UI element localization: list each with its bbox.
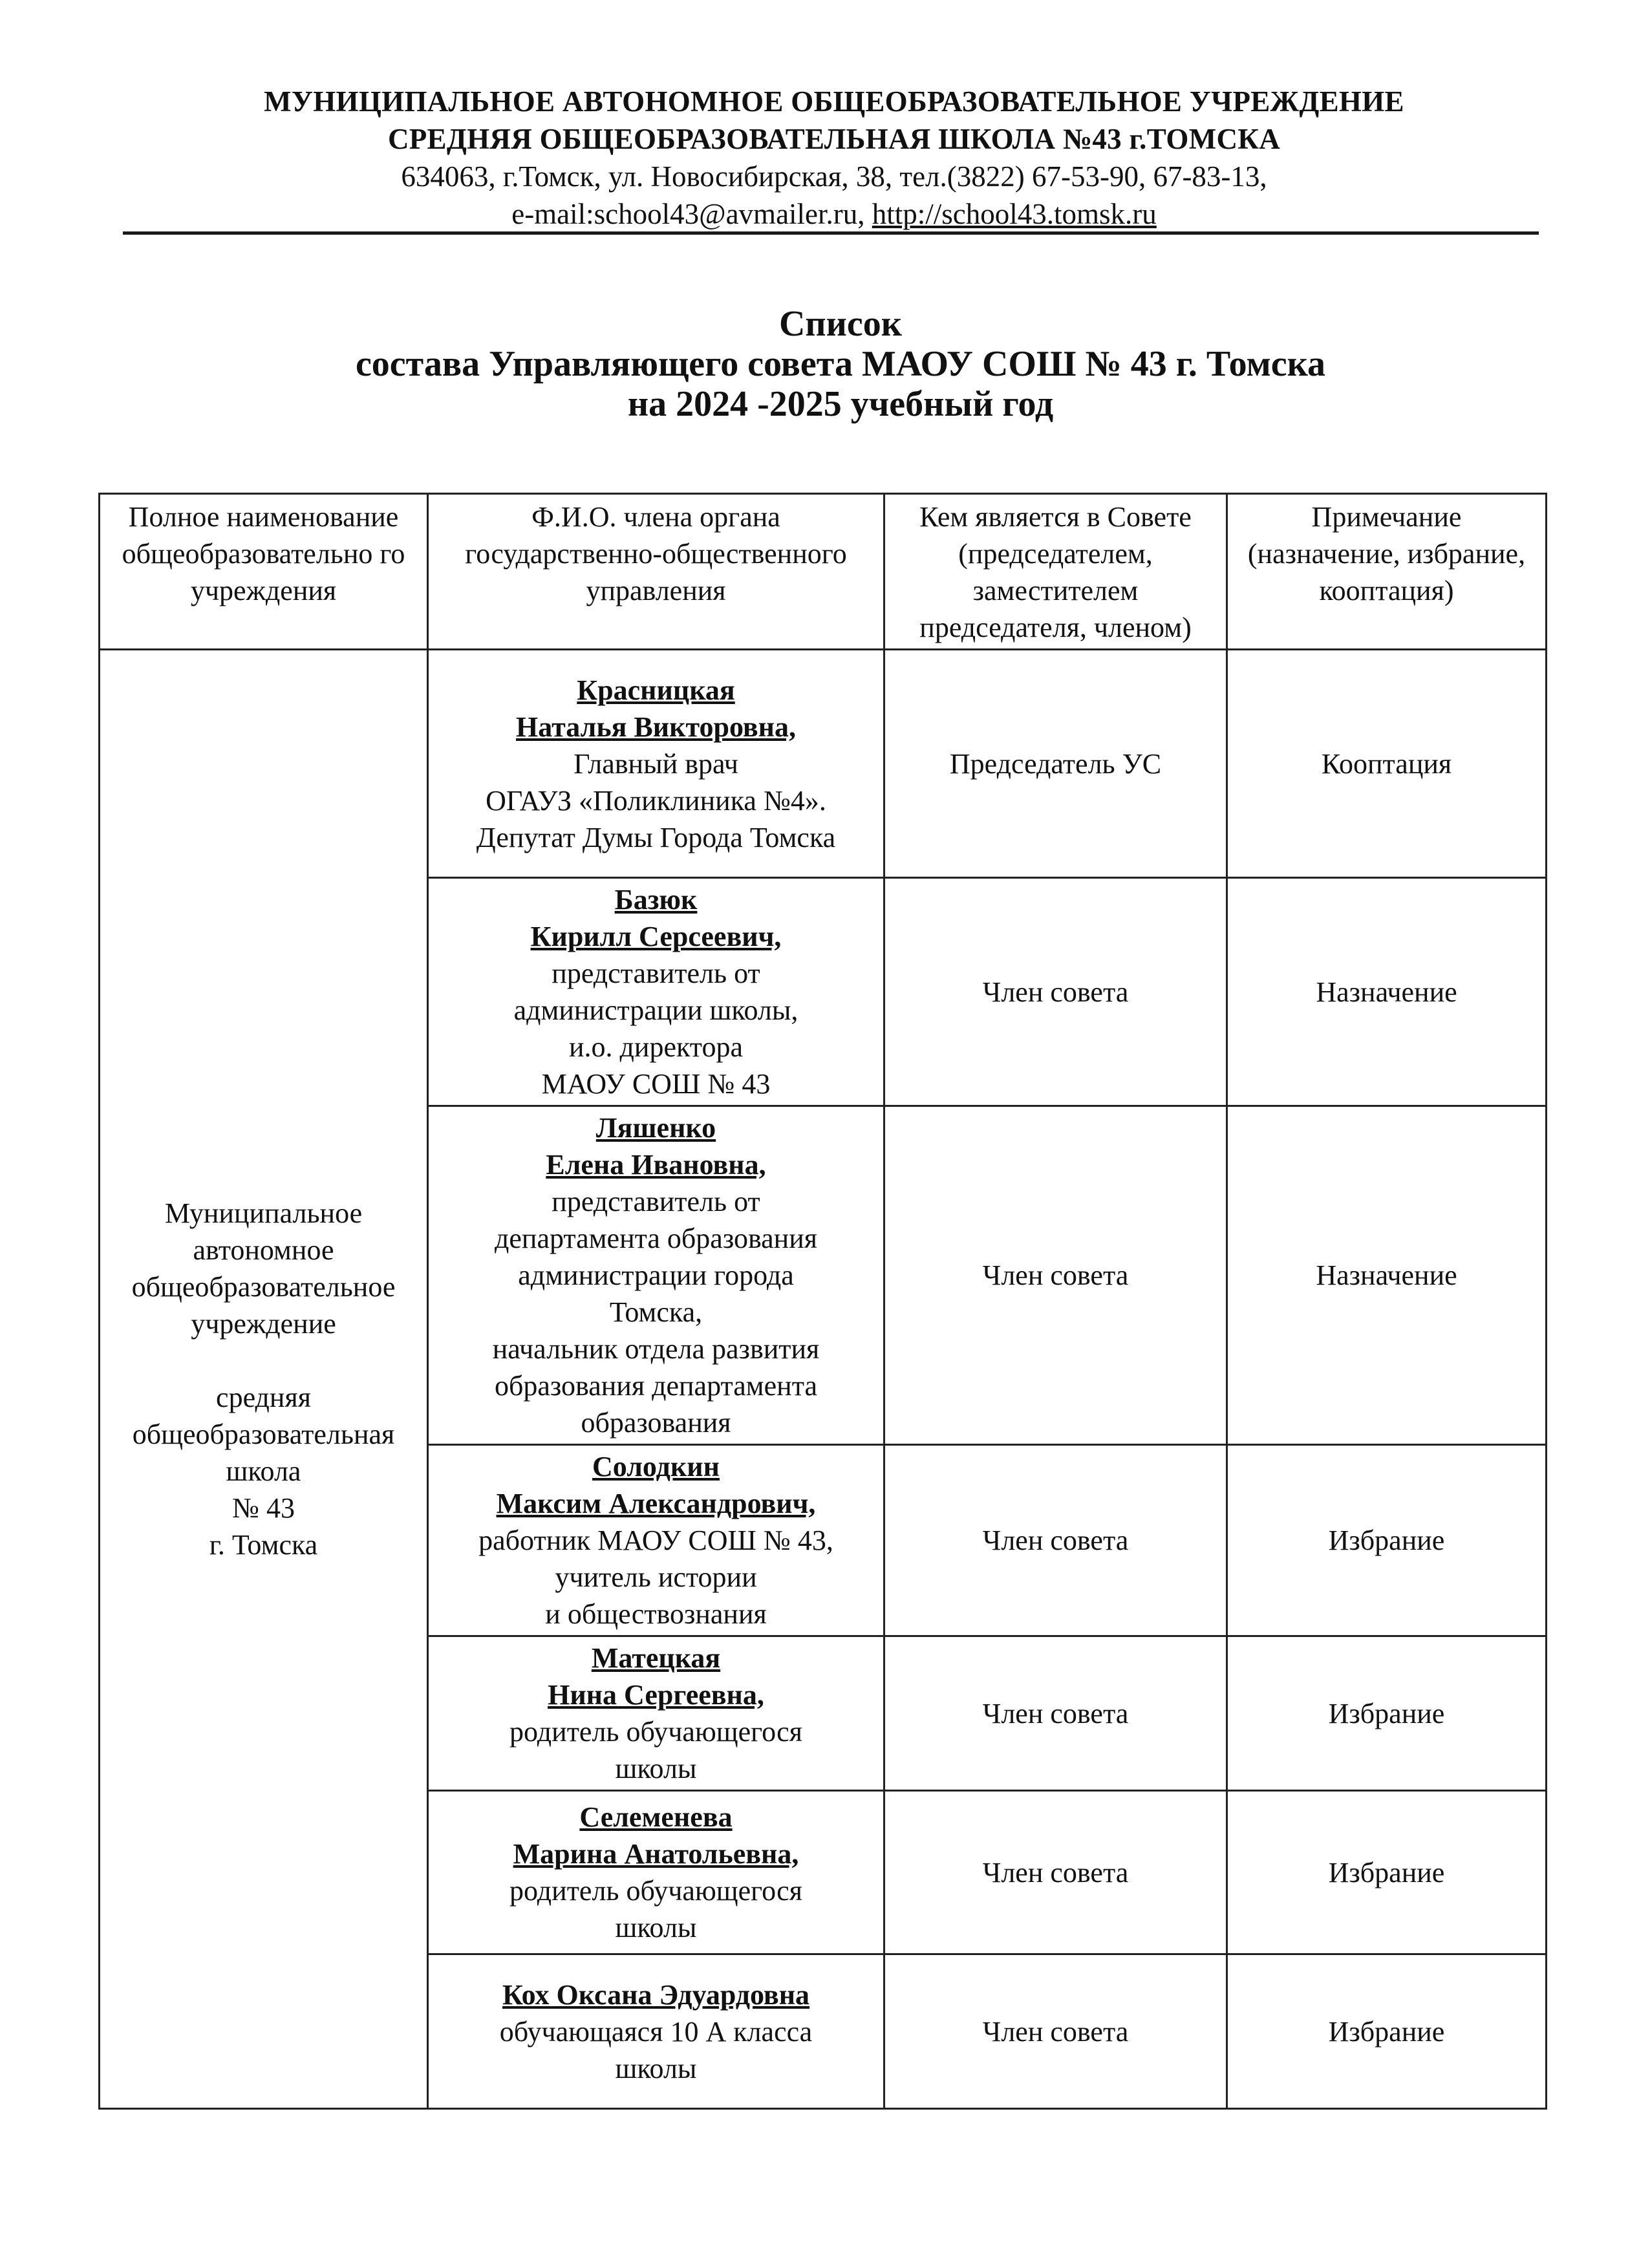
member-role: Член совета	[884, 1636, 1227, 1791]
letterhead-address: 634063, г.Томск, ул. Новосибирская, 38, тел.(3822) 67-53-90, 67-83-13,	[401, 160, 1267, 193]
member-role: Председатель УС	[884, 650, 1227, 878]
member-role: Член совета	[884, 1106, 1227, 1445]
member-note: Избрание	[1227, 1791, 1547, 1954]
member-cell	[428, 1791, 884, 1954]
member-given-name: Нина Сергеевна,	[548, 1679, 764, 1711]
member-note: Избрание	[1227, 1636, 1547, 1791]
header-institution: Полное наименование общеобразовательно го учреждения	[100, 494, 428, 650]
title-line-3: на 2024 -2025 учебный год	[627, 384, 1054, 424]
member-role: Член совета	[884, 1791, 1227, 1954]
member-role: Член совета	[884, 1445, 1227, 1636]
member-full-name: Кох Оксана Эдуардовна	[502, 1978, 810, 2011]
member-cell	[428, 1636, 884, 1791]
table-row	[100, 650, 1547, 878]
member-surname: Селеменева	[579, 1801, 733, 1833]
member-desc-line: школы	[615, 2052, 697, 2084]
table-header-row	[100, 494, 1547, 650]
member-desc-line: и.о. директора	[569, 1031, 743, 1063]
institution-line: учреждение	[191, 1308, 336, 1340]
institution-line: Муниципальное	[164, 1197, 363, 1229]
member-desc-line: департамента образования	[494, 1223, 818, 1254]
letterhead	[123, 83, 1545, 233]
document-title	[162, 304, 1519, 424]
member-given-name: Марина Анатольевна,	[513, 1838, 799, 1870]
institution-line: автономное	[193, 1234, 334, 1266]
letterhead-email: e-mail:school43@avmailer.ru,	[511, 198, 872, 230]
member-desc-line: родитель обучающегося	[509, 1716, 802, 1748]
member-note: Избрание	[1227, 1445, 1547, 1636]
council-members-table	[98, 493, 1547, 2110]
member-note: Назначение	[1227, 878, 1547, 1106]
member-given-name: Кирилл Серсеевич,	[530, 921, 782, 952]
member-desc-line: представитель от	[552, 1186, 760, 1217]
institution-line: общеобразовательное	[131, 1271, 396, 1303]
member-desc-line: школы	[615, 1912, 697, 1943]
member-desc-line: ОГАУЗ «Поликлиника №4».	[486, 784, 826, 817]
letterhead-website-link[interactable]: http://school43.tomsk.ru	[872, 198, 1157, 230]
member-cell	[428, 1445, 884, 1636]
header-council-role: Кем является в Совете (председателем, заместителем председателя, членом)	[884, 494, 1227, 650]
member-desc-line: работник МАОУ СОШ № 43,	[478, 1524, 833, 1556]
member-role: Член совета	[884, 878, 1227, 1106]
letterhead-divider	[123, 231, 1539, 235]
member-given-name: Елена Ивановна,	[546, 1149, 766, 1181]
institution-cell	[100, 650, 428, 2109]
institution-line: г. Томска	[209, 1529, 318, 1561]
member-desc-line: и обществознания	[545, 1598, 767, 1630]
member-cell	[428, 1106, 884, 1445]
institution-line: общеобразовательная	[132, 1418, 395, 1450]
member-desc-line: представитель от	[552, 957, 760, 989]
member-cell	[428, 1954, 884, 2109]
member-surname: Солодкин	[592, 1451, 720, 1482]
member-surname: Ляшенко	[595, 1112, 716, 1144]
member-desc-line: администрации города	[518, 1259, 794, 1291]
institution-line: средняя	[216, 1382, 311, 1413]
letterhead-org-name: МУНИЦИПАЛЬНОЕ АВТОНОМНОЕ ОБЩЕОБРАЗОВАТЕЛЬНОЕ УЧРЕЖДЕНИЕ	[264, 85, 1404, 118]
member-role: Член совета	[884, 1954, 1227, 2109]
title-line-1: Список	[778, 304, 903, 344]
header-member-name: Ф.И.О. члена органа государственно-общественного управления	[428, 494, 884, 650]
member-desc-line: обучающаяся 10 А класса	[499, 2015, 813, 2048]
member-surname: Красницкая	[577, 674, 735, 706]
member-cell	[428, 650, 884, 878]
member-note: Избрание	[1227, 1954, 1547, 2109]
member-desc-line: Депутат Думы Города Томска	[476, 821, 836, 853]
member-desc-line: администрации школы,	[513, 994, 798, 1026]
member-desc-line: начальник отдела развития	[492, 1333, 820, 1365]
member-surname: Матецкая	[591, 1642, 721, 1674]
institution-line: № 43	[232, 1492, 295, 1524]
member-desc-line: образования	[581, 1407, 731, 1439]
member-given-name: Максим Александрович,	[496, 1488, 816, 1519]
letterhead-school-name: СРЕДНЯЯ ОБЩЕОБРАЗОВАТЕЛЬНАЯ ШКОЛА №43 г.ТОМСКА	[387, 123, 1281, 155]
member-desc-line: МАОУ СОШ № 43	[541, 1068, 771, 1100]
member-cell	[428, 878, 884, 1106]
member-note: Кооптация	[1227, 650, 1547, 878]
member-desc-line: учитель истории	[555, 1561, 757, 1593]
member-desc-line: родитель обучающегося	[509, 1875, 802, 1907]
member-desc-line: Томска,	[609, 1296, 703, 1328]
header-note: Примечание (назначение, избрание, кооптация)	[1227, 494, 1547, 650]
letterhead-contacts	[123, 195, 1545, 233]
member-note: Назначение	[1227, 1106, 1547, 1445]
member-desc-line: школы	[615, 1753, 697, 1784]
institution-line: школа	[226, 1455, 301, 1487]
member-desc-line: образования департамента	[494, 1370, 818, 1402]
member-given-name: Наталья Викторовна,	[516, 711, 796, 743]
member-surname: Базюк	[614, 884, 698, 915]
title-line-2: состава Управляющего совета МАОУ СОШ № 43 г. Томска	[355, 344, 1326, 384]
member-desc-line: Главный врач	[573, 747, 738, 780]
